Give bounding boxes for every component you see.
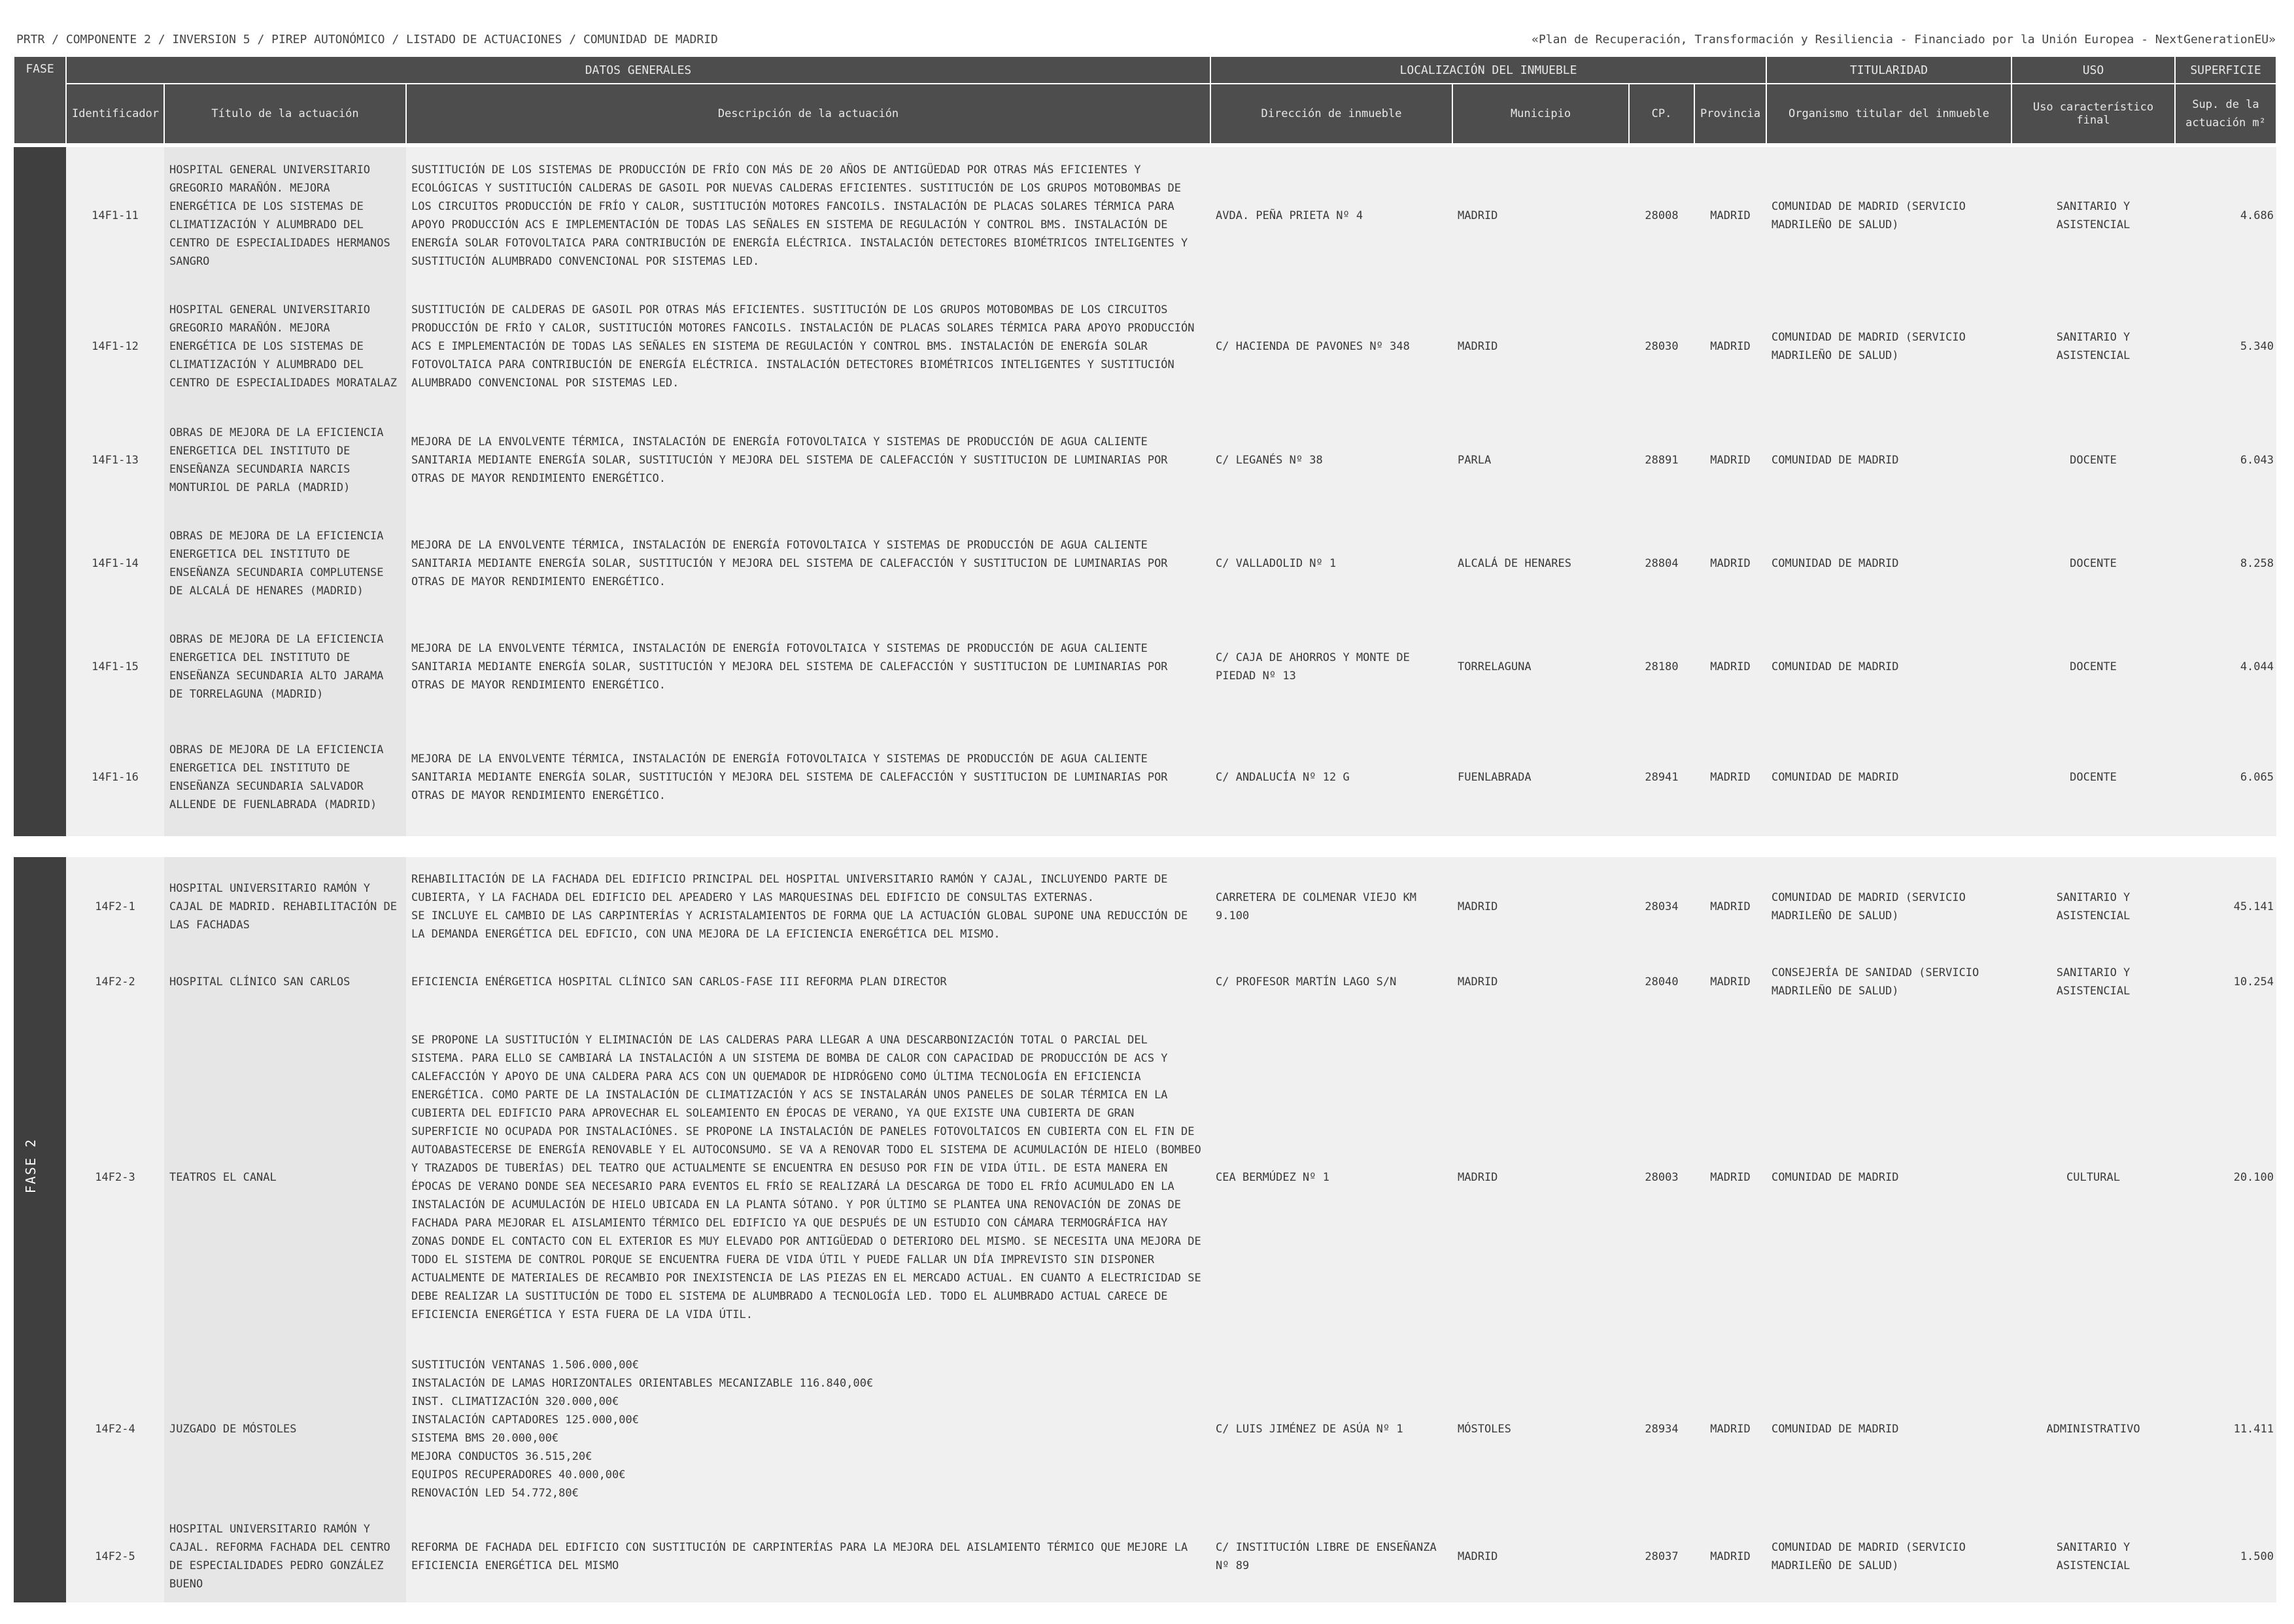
cell-addr: CARRETERA DE COLMENAR VIEJO KM 9.100: [1210, 857, 1452, 956]
cell-owner: COMUNIDAD DE MADRID (SERVICIO MADRILEÑO DE SALUD): [1766, 857, 2012, 956]
group-superficie: SUPERFICIE: [2175, 56, 2276, 84]
cell-desc: SE PROPONE LA SUSTITUCIÓN Y ELIMINACIÓN DE LAS CALDERAS PARA LLEGAR A UNA DESCARBONIZACIÓN TOTAL O PARCIAL DEL SISTEMA. PARA ELLO SE CAMBIARÁ LA INSTALACIÓN A UN SISTEMA DE BOMBA DE CALOR CON CAPACIDAD DE PRODUCCIÓN DE ACS Y CALEFACCIÓN Y APOYO DE UNA CALDERA PARA ACS CON UN QUEMADOR DE HIDRÓGENO COMO ÚLTIMA TECNOLOGÍA EN EFICIENCIA ENERGÉTICA. COMO PARTE DE LA INSTALACIÓN DE CLIMATIZACIÓN Y ACS SE INSTALARÁN UNOS PANELES DE SOLAR TÉRMICA EN LA CUBIERTA DEL EDIFICIO PARA APROVECHAR EL SOLEAMIENTO EN ÉPOCAS DE VERANO, YA QUE EXISTE UNA CUBIERTA DE GRAN SUPERFICIE NO OCUPADA POR INSTALACIÓNES. SE PROPONE LA INSTALACIÓN DE PANELES FOTOVOLTAICOS EN CUBIERTA CON EL FIN DE AUTOABASTECERSE DE ENERGÍA RENOVABLE Y EL AUTOCONSUMO. SE VA A RENOVAR TODO EL SISTEMA DE ACUMULACIÓN DE HIELO (BOMBEO Y TRAZADOS DE TUBERÍAS) DEL TEATRO QUE ACTUALMENTE SE ENCUENTRA EN DESUSO POR FIN DE VIDA ÚTIL. DE ESTA MANERA EN ÉPOCAS DE VERANO DONDE SEA NECESARIO PARA EVENTOS EL FRÍO SE REALIZARÁ LA DESCARGA DE TODO EL FRÍO ACUMULADO EN LA INSTALACIÓN DE ACUMULACIÓN DE HIELO UBICADA EN LA PLANTA SÓTANO. Y POR ÚLTIMO SE PLANTEA UNA RENOVACIÓN DE ZONAS DE FACHADA PARA MEJORAR EL AISLAMIENTO TÉRMICO DEL EDIFICIO YA QUE DESPUÉS DE UN ESTUDIO CON CÁMARA TERMOGRÁFICA HAY ZONAS DONDE EL CONTACTO CON EL EXTERIOR ES MUY ELEVADO POR ANTIGÜEDAD O DETERIORO DEL MISMO. SE NECESITA UNA MEJORA DE TODO EL SISTEMA DE CONTROL PORQUE SE ENCUENTRA FUERA DE VIDA ÚTIL Y PUEDE FALLAR UN DÍA IMPREVISTO SIN DISPONER ACTUALMENTE DE MATERIALES DE RECAMBIO POR INEXISTENCIA DE LAS PIEZAS EN EL MERCADO ACTUAL. EN CUANTO A ELECTRICIDAD SE DEBE REALIZAR LA SUSTITUCIÓN DE TODO EL SISTEMA DE ALUMBRADO A TECNOLOGÍA LED. TODO EL ALUMBRADO ACTUAL CARECE DE EFICIENCIA ENERGÉTICA Y ESTA FUERA DE LA VIDA ÚTIL.: [406, 1007, 1210, 1347]
cell-prov: MADRID: [1694, 956, 1766, 1007]
cell-use: SANITARIO Y ASISTENCIAL: [2012, 284, 2175, 409]
cell-addr: C/ ANDALUCÍA Nº 12 G: [1210, 719, 1452, 836]
cell-title: HOSPITAL UNIVERSITARIO RAMÓN Y CAJAL DE MADRID. REHABILITACIÓN DE LAS FACHADAS: [164, 857, 406, 956]
col-superficie: Sup. de la actuación m²: [2175, 84, 2276, 144]
cell-id: 14F1-15: [66, 615, 164, 719]
cell-cp: 28037: [1629, 1511, 1694, 1602]
cell-addr: C/ HACIENDA DE PAVONES Nº 348: [1210, 284, 1452, 409]
cell-title: HOSPITAL UNIVERSITARIO RAMÓN Y CAJAL. REFORMA FACHADA DEL CENTRO DE ESPECIALIDADES PEDRO GONZÁLEZ BUENO: [164, 1511, 406, 1602]
cell-addr: C/ VALLADOLID Nº 1: [1210, 512, 1452, 615]
cell-use: DOCENTE: [2012, 719, 2175, 836]
fase1-label-cell: [14, 147, 66, 836]
cell-use: SANITARIO Y ASISTENCIAL: [2012, 857, 2175, 956]
cell-title: OBRAS DE MEJORA DE LA EFICIENCIA ENERGETICA DEL INSTITUTO DE ENSEÑANZA SECUNDARIA COMPLUTENSE DE ALCALÁ DE HENARES (MADRID): [164, 512, 406, 615]
cell-title: HOSPITAL GENERAL UNIVERSITARIO GREGORIO MARAÑÓN. MEJORA ENERGÉTICA DE LOS SISTEMAS DE CLIMATIZACIÓN Y ALUMBRADO DEL CENTRO DE ESPECIALIDADES MORATALAZ: [164, 284, 406, 409]
col-titulo: Título de la actuación: [164, 84, 406, 144]
cell-cp: 28804: [1629, 512, 1694, 615]
cell-owner: CONSEJERÍA DE SANIDAD (SERVICIO MADRILEÑO DE SALUD): [1766, 956, 2012, 1007]
cell-muni: MADRID: [1452, 147, 1629, 284]
fase2-label: FASE 2: [23, 1138, 39, 1194]
table-row: [14, 956, 2276, 1007]
cell-prov: MADRID: [1694, 1511, 1766, 1602]
cell-title: HOSPITAL CLÍNICO SAN CARLOS: [164, 956, 406, 1007]
cell-desc: SUSTITUCIÓN DE CALDERAS DE GASOIL POR OTRAS MÁS EFICIENTES. SUSTITUCIÓN DE LOS GRUPOS MOTOBOMBAS DE LOS CIRCUITOS PRODUCCIÓN DE FRÍO Y CALOR, SUSTITUCIÓN MOTORES FANCOILS. INSTALACIÓN DE PLACAS SOLARES TÉRMICA PARA APOYO PRODUCCIÓN ACS E IMPLEMENTACIÓN DE TODAS LAS SEÑALES EN SISTEMA DE REGULACIÓN Y CONTROL BMS. INSTALACIÓN DE ENERGÍA SOLAR FOTOVOLTAICA PARA CONTRIBUCIÓN DE ENERGÍA ELÉCTRICA. INSTALACIÓN DETECTORES BIOMÉTRICOS INTELIGENTES Y SUSTITUCIÓN ALUMBRADO CONVENCIONAL POR SISTEMAS LED.: [406, 284, 1210, 409]
cell-title: JUZGADO DE MÓSTOLES: [164, 1347, 406, 1511]
cell-prov: MADRID: [1694, 1007, 1766, 1347]
cell-prov: MADRID: [1694, 719, 1766, 836]
cell-id: 14F1-16: [66, 719, 164, 836]
cell-addr: AVDA. PEÑA PRIETA Nº 4: [1210, 147, 1452, 284]
funding-notice: «Plan de Recuperación, Transformación y Resiliencia - Financiado por la Unión Europea - NextGenerationEU»: [1532, 33, 2276, 46]
cell-owner: COMUNIDAD DE MADRID (SERVICIO MADRILEÑO DE SALUD): [1766, 284, 2012, 409]
cell-title: OBRAS DE MEJORA DE LA EFICIENCIA ENERGETICA DEL INSTITUTO DE ENSEÑANZA SECUNDARIA ALTO JARAMA DE TORRELAGUNA (MADRID): [164, 615, 406, 719]
cell-addr: C/ LUIS JIMÉNEZ DE ASÚA Nº 1: [1210, 1347, 1452, 1511]
cell-sup: 10.254: [2175, 956, 2276, 1007]
cell-id: 14F2-1: [66, 857, 164, 956]
cell-cp: 28008: [1629, 147, 1694, 284]
cell-owner: COMUNIDAD DE MADRID: [1766, 1347, 2012, 1511]
cell-use: DOCENTE: [2012, 409, 2175, 512]
table-row: [14, 719, 2276, 836]
col-descripcion: Descripción de la actuación: [406, 84, 1210, 144]
cell-muni: MADRID: [1452, 956, 1629, 1007]
cell-title: OBRAS DE MEJORA DE LA EFICIENCIA ENERGETICA DEL INSTITUTO DE ENSEÑANZA SECUNDARIA NARCIS MONTURIOL DE PARLA (MADRID): [164, 409, 406, 512]
cell-desc: REFORMA DE FACHADA DEL EDIFICIO CON SUSTITUCIÓN DE CARPINTERÍAS PARA LA MEJORA DEL AISLAMIENTO TÉRMICO QUE MEJORE LA EFICIENCIA ENERGÉTICA DEL MISMO: [406, 1511, 1210, 1602]
cell-id: 14F1-12: [66, 284, 164, 409]
cell-sup: 1.500: [2175, 1511, 2276, 1602]
col-provincia: Provincia: [1694, 84, 1766, 144]
group-localizacion: LOCALIZACIÓN DEL INMUEBLE: [1210, 56, 1766, 84]
table-row: [14, 615, 2276, 719]
cell-title: TEATROS EL CANAL: [164, 1007, 406, 1347]
cell-prov: MADRID: [1694, 409, 1766, 512]
cell-use: SANITARIO Y ASISTENCIAL: [2012, 956, 2175, 1007]
cell-desc: MEJORA DE LA ENVOLVENTE TÉRMICA, INSTALACIÓN DE ENERGÍA FOTOVOLTAICA Y SISTEMAS DE PRODUCCIÓN DE AGUA CALIENTE SANITARIA MEDIANTE ENERGÍA SOLAR, SUSTITUCIÓN Y MEJORA DEL SISTEMA DE CALEFACCIÓN Y SUSTITUCION DE LUMINARIAS POR OTRAS DE MAYOR RENDIMIENTO ENERGÉTICO.: [406, 512, 1210, 615]
table-row: [14, 1511, 2276, 1602]
fase2-group: [14, 857, 2276, 1602]
cell-sup: 45.141: [2175, 857, 2276, 956]
col-uso: Uso característico final: [2012, 84, 2175, 144]
cell-sup: 6.065: [2175, 719, 2276, 836]
table-row: [14, 857, 2276, 956]
cell-prov: MADRID: [1694, 284, 1766, 409]
table-row: [14, 284, 2276, 409]
cell-desc: EFICIENCIA ENÉRGETICA HOSPITAL CLÍNICO SAN CARLOS-FASE III REFORMA PLAN DIRECTOR: [406, 956, 1210, 1007]
cell-muni: TORRELAGUNA: [1452, 615, 1629, 719]
group-titularidad: TITULARIDAD: [1766, 56, 2012, 84]
cell-prov: MADRID: [1694, 512, 1766, 615]
cell-sup: 4.044: [2175, 615, 2276, 719]
cell-addr: C/ INSTITUCIÓN LIBRE DE ENSEÑANZA Nº 89: [1210, 1511, 1452, 1602]
actions-table: [13, 56, 2277, 1602]
cell-muni: MADRID: [1452, 284, 1629, 409]
cell-cp: 28003: [1629, 1007, 1694, 1347]
group-datos-generales: DATOS GENERALES: [66, 56, 1210, 84]
cell-id: 14F2-4: [66, 1347, 164, 1511]
cell-owner: COMUNIDAD DE MADRID (SERVICIO MADRILEÑO DE SALUD): [1766, 1511, 2012, 1602]
cell-desc: MEJORA DE LA ENVOLVENTE TÉRMICA, INSTALACIÓN DE ENERGÍA FOTOVOLTAICA Y SISTEMAS DE PRODUCCIÓN DE AGUA CALIENTE SANITARIA MEDIANTE ENERGÍA SOLAR, SUSTITUCIÓN Y MEJORA DEL SISTEMA DE CALEFACCIÓN Y SUSTITUCION DE LUMINARIAS POR OTRAS DE MAYOR RENDIMIENTO ENERGÉTICO.: [406, 409, 1210, 512]
col-direccion: Dirección de inmueble: [1210, 84, 1452, 144]
page-header: [16, 33, 2276, 52]
cell-owner: COMUNIDAD DE MADRID (SERVICIO MADRILEÑO DE SALUD): [1766, 147, 2012, 284]
cell-owner: COMUNIDAD DE MADRID: [1766, 409, 2012, 512]
cell-cp: 28034: [1629, 857, 1694, 956]
cell-muni: PARLA: [1452, 409, 1629, 512]
table-header: [14, 56, 2276, 144]
cell-sup: 4.686: [2175, 147, 2276, 284]
col-cp: CP.: [1629, 84, 1694, 144]
cell-use: ADMINISTRATIVO: [2012, 1347, 2175, 1511]
cell-title: OBRAS DE MEJORA DE LA EFICIENCIA ENERGETICA DEL INSTITUTO DE ENSEÑANZA SECUNDARIA SALVADOR ALLENDE DE FUENLABRADA (MADRID): [164, 719, 406, 836]
cell-cp: 28040: [1629, 956, 1694, 1007]
cell-sup: 11.411: [2175, 1347, 2276, 1511]
cell-sup: 8.258: [2175, 512, 2276, 615]
cell-cp: 28030: [1629, 284, 1694, 409]
cell-id: 14F1-13: [66, 409, 164, 512]
cell-cp: 28934: [1629, 1347, 1694, 1511]
cell-use: CULTURAL: [2012, 1007, 2175, 1347]
breadcrumb: PRTR / COMPONENTE 2 / INVERSION 5 / PIREP AUTONÓMICO / LISTADO DE ACTUACIONES / COMUNIDAD DE MADRID: [16, 33, 718, 46]
cell-muni: MADRID: [1452, 1511, 1629, 1602]
cell-desc: REHABILITACIÓN DE LA FACHADA DEL EDIFICIO PRINCIPAL DEL HOSPITAL UNIVERSITARIO RAMÓN Y CAJAL, INCLUYENDO PARTE DE CUBIERTA, Y LA FACHADA DEL EDIFICIO DEL APEADERO Y LAS MARQUESINAS DEL EDIFICIO DE CONSULTAS EXTERNAS. SE INCLUYE EL CAMBIO DE LAS CARPINTERÍAS Y ACRISTALAMIENTOS DE FORMA QUE LA ACTUACIÓN GLOBAL SUPONE UNA REDUCCIÓN DE LA DEMANDA ENERGÉTICA DEL EDFICIO, CON UNA MEJORA DE LA EFICIENCIA ENERGÉTICA DEL MISMO.: [406, 857, 1210, 956]
table-row: [14, 1007, 2276, 1347]
col-organismo: Organismo titular del inmueble: [1766, 84, 2012, 144]
cell-muni: MADRID: [1452, 1007, 1629, 1347]
cell-muni: MÓSTOLES: [1452, 1347, 1629, 1511]
cell-prov: MADRID: [1694, 1347, 1766, 1511]
cell-muni: FUENLABRADA: [1452, 719, 1629, 836]
cell-prov: MADRID: [1694, 857, 1766, 956]
cell-use: DOCENTE: [2012, 615, 2175, 719]
cell-sup: 20.100: [2175, 1007, 2276, 1347]
cell-id: 14F1-11: [66, 147, 164, 284]
group-fase: FASE: [14, 56, 66, 144]
group-uso: USO: [2012, 56, 2175, 84]
cell-prov: MADRID: [1694, 147, 1766, 284]
cell-cp: 28180: [1629, 615, 1694, 719]
table-row: [14, 512, 2276, 615]
cell-cp: 28941: [1629, 719, 1694, 836]
table-row: [14, 409, 2276, 512]
cell-id: 14F2-3: [66, 1007, 164, 1347]
cell-owner: COMUNIDAD DE MADRID: [1766, 512, 2012, 615]
cell-muni: MADRID: [1452, 857, 1629, 956]
cell-cp: 28891: [1629, 409, 1694, 512]
cell-id: 14F2-5: [66, 1511, 164, 1602]
col-identificador: Identificador: [66, 84, 164, 144]
fase2-label-cell: [14, 857, 66, 1602]
cell-addr: C/ PROFESOR MARTÍN LAGO S/N: [1210, 956, 1452, 1007]
cell-owner: COMUNIDAD DE MADRID: [1766, 615, 2012, 719]
cell-sup: 6.043: [2175, 409, 2276, 512]
cell-owner: COMUNIDAD DE MADRID: [1766, 719, 2012, 836]
cell-use: DOCENTE: [2012, 512, 2175, 615]
cell-desc: SUSTITUCIÓN DE LOS SISTEMAS DE PRODUCCIÓN DE FRÍO CON MÁS DE 20 AÑOS DE ANTIGÜEDAD POR OTRAS MÁS EFICIENTES Y ECOLÓGICAS Y SUSTITUCIÓN CALDERAS DE GASOIL POR NUEVAS CALDERAS EFICIENTES. SUSTITUCIÓN DE LOS GRUPOS MOTOBOMBAS DE LOS CIRCUITOS PRODUCCIÓN DE FRÍO Y CALOR, SUSTITUCIÓN MOTORES FANCOILS. INSTALACIÓN DE PLACAS SOLARES TÉRMICA PARA APOYO PRODUCCIÓN ACS E IMPLEMENTACIÓN DE TODAS LAS SEÑALES EN SISTEMA DE REGULACIÓN Y CONTROL BMS. INSTALACIÓN DE ENERGÍA SOLAR FOTOVOLTAICA PARA CONTRIBUCIÓN DE ENERGÍA ELÉCTRICA. INSTALACIÓN DETECTORES BIOMÉTRICOS INTELIGENTES Y SUSTITUCIÓN ALUMBRADO CONVENCIONAL POR SISTEMAS LED.: [406, 147, 1210, 284]
cell-desc: MEJORA DE LA ENVOLVENTE TÉRMICA, INSTALACIÓN DE ENERGÍA FOTOVOLTAICA Y SISTEMAS DE PRODUCCIÓN DE AGUA CALIENTE SANITARIA MEDIANTE ENERGÍA SOLAR, SUSTITUCIÓN Y MEJORA DEL SISTEMA DE CALEFACCIÓN Y SUSTITUCION DE LUMINARIAS POR OTRAS DE MAYOR RENDIMIENTO ENERGÉTICO.: [406, 615, 1210, 719]
cell-addr: C/ LEGANÉS Nº 38: [1210, 409, 1452, 512]
cell-prov: MADRID: [1694, 615, 1766, 719]
cell-addr: C/ CAJA DE AHORROS Y MONTE DE PIEDAD Nº 13: [1210, 615, 1452, 719]
cell-muni: ALCALÁ DE HENARES: [1452, 512, 1629, 615]
cell-desc: MEJORA DE LA ENVOLVENTE TÉRMICA, INSTALACIÓN DE ENERGÍA FOTOVOLTAICA Y SISTEMAS DE PRODUCCIÓN DE AGUA CALIENTE SANITARIA MEDIANTE ENERGÍA SOLAR, SUSTITUCIÓN Y MEJORA DEL SISTEMA DE CALEFACCIÓN Y SUSTITUCION DE LUMINARIAS POR OTRAS DE MAYOR RENDIMIENTO ENERGÉTICO.: [406, 719, 1210, 836]
fase1-group: [14, 144, 2276, 857]
cell-id: 14F1-14: [66, 512, 164, 615]
cell-title: HOSPITAL GENERAL UNIVERSITARIO GREGORIO MARAÑÓN. MEJORA ENERGÉTICA DE LOS SISTEMAS DE CLIMATIZACIÓN Y ALUMBRADO DEL CENTRO DE ESPECIALIDADES HERMANOS SANGRO: [164, 147, 406, 284]
cell-use: SANITARIO Y ASISTENCIAL: [2012, 1511, 2175, 1602]
cell-id: 14F2-2: [66, 956, 164, 1007]
table-row: [14, 1347, 2276, 1511]
cell-owner: COMUNIDAD DE MADRID: [1766, 1007, 2012, 1347]
cell-sup: 5.340: [2175, 284, 2276, 409]
col-municipio: Municipio: [1452, 84, 1629, 144]
cell-desc: SUSTITUCIÓN VENTANAS 1.506.000,00€ INSTALACIÓN DE LAMAS HORIZONTALES ORIENTABLES MECANIZABLE 116.840,00€ INST. CLIMATIZACIÓN 320.000,00€ INSTALACIÓN CAPTADORES 125.000,00€ SISTEMA BMS 20.000,00€ MEJORA CONDUCTOS 36.515,20€ EQUIPOS RECUPERADORES 40.000,00€ RENOVACIÓN LED 54.772,80€: [406, 1347, 1210, 1511]
cell-use: SANITARIO Y ASISTENCIAL: [2012, 147, 2175, 284]
cell-addr: CEA BERMÚDEZ Nº 1: [1210, 1007, 1452, 1347]
table-row: [14, 147, 2276, 284]
